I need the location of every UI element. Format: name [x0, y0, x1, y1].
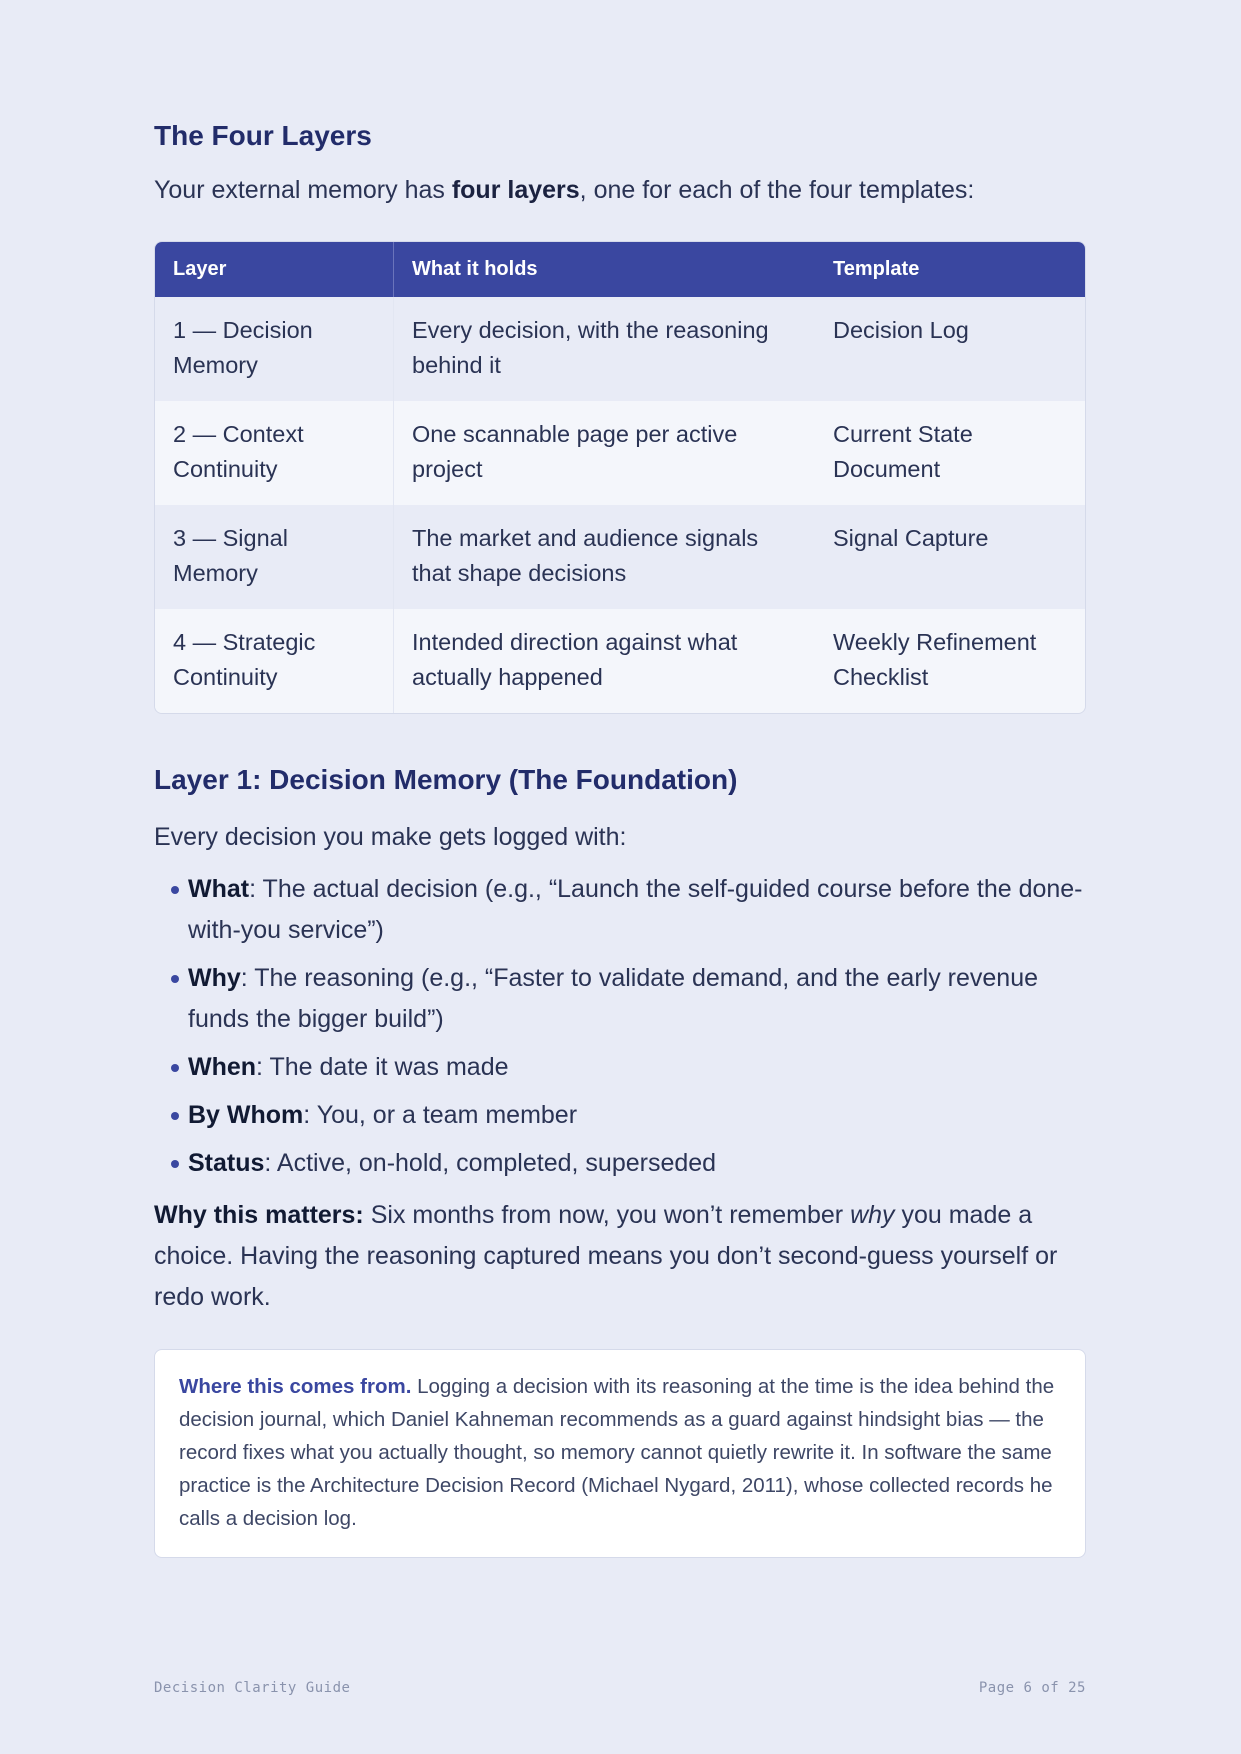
- footer-page-number: Page 6 of 25: [978, 1680, 1086, 1696]
- decision-fields-list: [154, 869, 1086, 1184]
- why-this-matters-paragraph: [154, 1195, 1086, 1318]
- list-item: [188, 958, 1086, 1040]
- lead-paragraph: Every decision you make gets logged with:: [154, 822, 627, 851]
- field-description: : The actual decision (e.g., “Launch the self-guided course before the done-with-you service”): [188, 874, 1083, 944]
- table-row: [155, 505, 1085, 609]
- field-description: : You, or a team member: [303, 1100, 578, 1129]
- why-text-end: you made a choice. Having the reasoning captured means you don’t second-guess yourself or redo work.: [154, 1200, 1058, 1311]
- why-emphasis: why: [850, 1200, 895, 1229]
- field-label: Status: [188, 1148, 265, 1177]
- layer-cell: 4 — Strategic Continuity: [155, 609, 394, 713]
- intro-text-end: , one for each of the four templates:: [579, 176, 975, 205]
- template-cell: Decision Log: [815, 297, 1085, 401]
- why-label: Why this matters:: [154, 1200, 364, 1229]
- intro-bold-text: four layers: [451, 176, 580, 205]
- template-cell: Weekly Refinement Checklist: [815, 609, 1085, 713]
- field-label: By Whom: [188, 1100, 304, 1129]
- intro-paragraph: [154, 173, 1086, 208]
- holds-cell: Intended direction against what actually happened: [394, 609, 815, 713]
- field-label: When: [188, 1052, 257, 1081]
- list-item: [188, 1095, 1086, 1136]
- section-title-four-layers: The Four Layers: [154, 120, 372, 151]
- field-label: What: [188, 874, 250, 903]
- list-item: [188, 1047, 1086, 1088]
- field-label: Why: [188, 963, 241, 992]
- column-header-what-it-holds: What it holds: [394, 242, 815, 297]
- intro-text-start: Your external memory has: [154, 176, 452, 205]
- column-header-layer: Layer: [155, 242, 394, 297]
- layers-table: [154, 241, 1086, 714]
- list-item: [188, 1143, 1086, 1184]
- column-header-template: Template: [815, 242, 1085, 297]
- field-description: : The date it was made: [256, 1052, 509, 1081]
- template-cell: Signal Capture: [815, 505, 1085, 609]
- layer-cell: 3 — Signal Memory: [155, 505, 394, 609]
- layer-cell: 1 — Decision Memory: [155, 297, 394, 401]
- page-footer: [154, 1680, 1086, 1696]
- holds-cell: Every decision, with the reasoning behind it: [394, 297, 815, 401]
- list-item: [188, 869, 1086, 951]
- table-row: [155, 297, 1085, 401]
- holds-cell: One scannable page per active project: [394, 401, 815, 505]
- table-row: [155, 401, 1085, 505]
- table-row: [155, 609, 1085, 713]
- field-description: : The reasoning (e.g., “Faster to validate demand, and the early revenue funds the bigger build”): [188, 963, 1039, 1033]
- source-callout-box: [154, 1349, 1086, 1558]
- holds-cell: The market and audience signals that shape decisions: [394, 505, 815, 609]
- section-title-decision-memory: Layer 1: Decision Memory (The Foundation): [154, 764, 738, 796]
- field-description: : Active, on-hold, completed, superseded: [264, 1148, 717, 1177]
- table-header-row: [155, 242, 1085, 297]
- source-lead-in: Where this comes from.: [179, 1374, 412, 1398]
- why-text-start: Six months from now, you won’t remember: [363, 1200, 851, 1229]
- template-cell: Current State Document: [815, 401, 1085, 505]
- layer-cell: 2 — Context Continuity: [155, 401, 394, 505]
- source-text: Logging a decision with its reasoning at the time is the idea behind the decision journal, which Daniel Kahneman recommends as a guard against hindsight bias — the record fixes what you actually thought, so memory cannot quietly rewrite it. In software the same practice is the Architecture Decision Record (Michael Nygard, 2011), whose collected records he calls a decision log.: [179, 1374, 1055, 1530]
- footer-document-title: Decision Clarity Guide: [154, 1680, 351, 1696]
- page-content: [154, 118, 1086, 1558]
